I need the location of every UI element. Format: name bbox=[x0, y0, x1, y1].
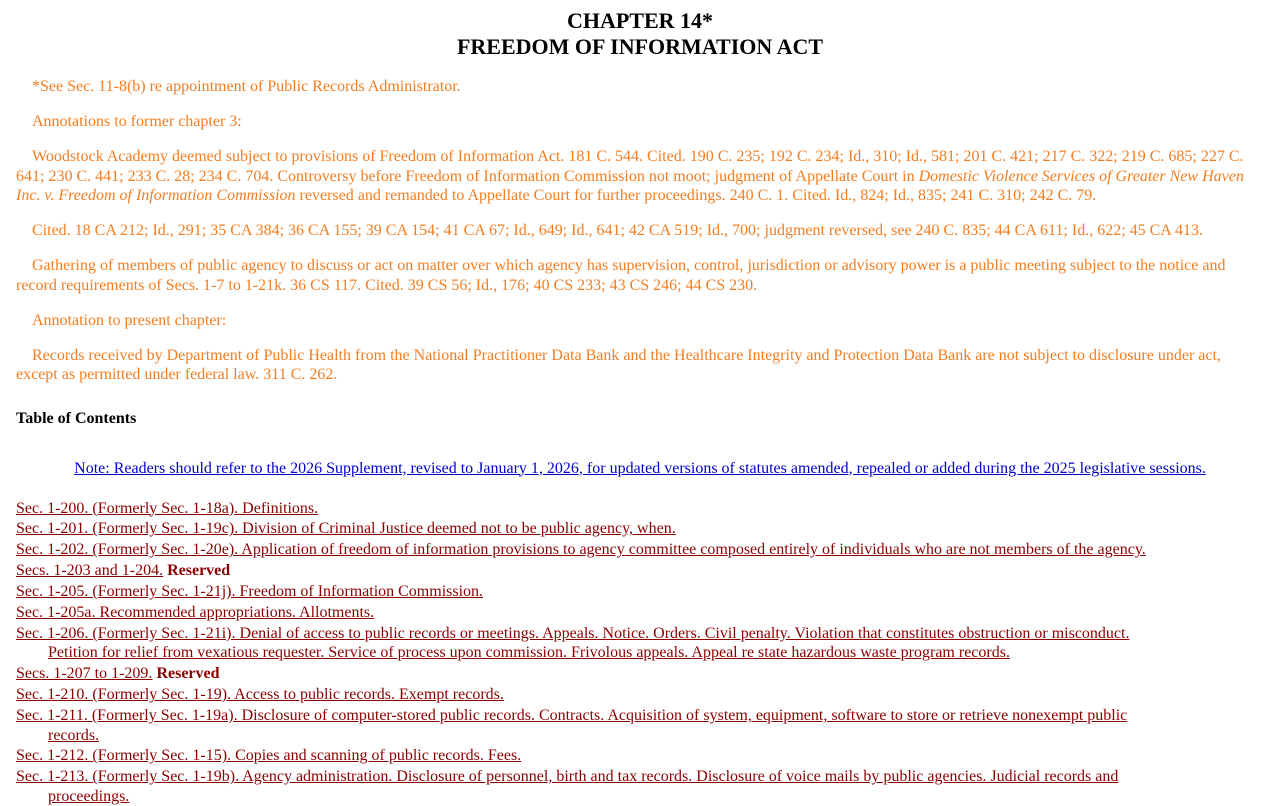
toc-item bbox=[16, 746, 1176, 766]
toc-item bbox=[16, 624, 1176, 663]
former-annotation-paragraph: Gathering of members of public agency to discuss or act on matter over which agency has supervision, control, jurisdiction or advisory power is a public meeting subject to the notice and record requirements of Secs. 1-7 to 1-21k. 36 CS 117. Cited. 39 CS 56; Id., 176; 40 CS 233; 43 CS 246; 44 CS 230. bbox=[16, 256, 1264, 295]
chapter-number: CHAPTER 14* bbox=[567, 8, 713, 33]
supplement-note-link[interactable]: Note: Readers should refer to the 2026 Supplement, revised to January 1, 2026, for updated versions of statutes amended, repealed or added during the 2025 legislative sessions. bbox=[74, 460, 1206, 477]
toc-link-sec-1-213[interactable]: Sec. 1-213. (Formerly Sec. 1-19b). Agency administration. Disclosure of personnel, birth and tax records. Disclosure of voice mails by public agencies. Judicial records and proceedings. bbox=[16, 768, 1118, 805]
case-name: Domestic Violence Services of Greater New Haven Inc. v. Freedom of Information Commission bbox=[16, 168, 1244, 205]
reserved-label: Reserved bbox=[167, 562, 230, 579]
toc-link-sec-1-202[interactable]: Sec. 1-202. (Formerly Sec. 1-20e). Application of freedom of information provisions to agency committee composed entirely of individuals who are not members of the agency. bbox=[16, 541, 1146, 558]
toc-link-secs-1-207-1-209[interactable]: Secs. 1-207 to 1-209. bbox=[16, 665, 152, 682]
toc-link-sec-1-200[interactable]: Sec. 1-200. (Formerly Sec. 1-18a). Definitions. bbox=[16, 500, 318, 517]
toc-link-sec-1-212[interactable]: Sec. 1-212. (Formerly Sec. 1-15). Copies and scanning of public records. Fees. bbox=[16, 747, 521, 764]
supplement-note bbox=[16, 459, 1264, 479]
reserved-label: Reserved bbox=[156, 665, 219, 682]
toc-item bbox=[16, 603, 1176, 623]
toc-item bbox=[16, 706, 1176, 745]
see-note: *See Sec. 11-8(b) re appointment of Public Records Administrator. bbox=[16, 77, 1264, 97]
toc-item bbox=[16, 519, 1176, 539]
toc-link-sec-1-205[interactable]: Sec. 1-205. (Formerly Sec. 1-21j). Freedom of Information Commission. bbox=[16, 583, 483, 600]
chapter-heading bbox=[16, 8, 1264, 60]
former-annotation-paragraph bbox=[16, 147, 1264, 206]
present-annotation-heading: Annotation to present chapter: bbox=[16, 311, 1264, 331]
toc-item bbox=[16, 685, 1176, 705]
toc-item bbox=[16, 561, 1176, 581]
annotation-text: reversed and remanded to Appellate Court for further proceedings. 240 C. 1. Cited. Id., 824; Id., 835; 241 C. 310; 242 C. 79. bbox=[296, 187, 1097, 204]
toc-item bbox=[16, 540, 1176, 560]
toc-link-sec-1-206[interactable]: Sec. 1-206. (Formerly Sec. 1-21i). Denial of access to public records or meetings. Appeals. Notice. Orders. Civil penalty. Violation that constitutes obstruction or misconduct. Petition for relief from vexatious requester. Service of process upon commission. Frivolous appeals. Appeal re state hazardous waste program records. bbox=[16, 625, 1129, 662]
toc-link-sec-1-211[interactable]: Sec. 1-211. (Formerly Sec. 1-19a). Disclosure of computer-stored public records. Contracts. Acquisition of system, equipment, software to store or retrieve nonexempt public records. bbox=[16, 707, 1127, 744]
former-annotation-paragraph: Cited. 18 CA 212; Id., 291; 35 CA 384; 36 CA 155; 39 CA 154; 41 CA 67; Id., 649; Id., 641; 42 CA 519; Id., 700; judgment reversed, see 240 C. 835; 44 CA 611; Id., 622; 45 CA 413. bbox=[16, 221, 1264, 241]
toc-item bbox=[16, 767, 1176, 806]
toc-item bbox=[16, 499, 1176, 519]
annotation-text: Woodstock Academy deemed subject to provisions of Freedom of Information Act. 181 C. 544. Cited. 190 C. 235; 192 C. 234; Id., 310; Id., 581; 201 C. 421; 217 C. 322; 219 C. 685; 227 C. 641; 230 C. 441; 233 C. 28; 234 C. 704. Controversy before Freedom of Information Commission not moot; judgment of Appellate Court in bbox=[16, 148, 1244, 185]
table-of-contents-list bbox=[16, 499, 1176, 806]
toc-link-secs-1-203-1-204[interactable]: Secs. 1-203 and 1-204. bbox=[16, 562, 163, 579]
toc-link-sec-1-210[interactable]: Sec. 1-210. (Formerly Sec. 1-19). Access to public records. Exempt records. bbox=[16, 686, 504, 703]
toc-item bbox=[16, 664, 1176, 684]
toc-link-sec-1-201[interactable]: Sec. 1-201. (Formerly Sec. 1-19c). Division of Criminal Justice deemed not to be public agency, when. bbox=[16, 520, 676, 537]
annotations-section bbox=[16, 77, 1264, 385]
toc-item bbox=[16, 582, 1176, 602]
present-annotation-paragraph: Records received by Department of Public Health from the National Practitioner Data Bank and the Healthcare Integrity and Protection Data Bank are not subject to disclosure under act, except as permitted under federal law. 311 C. 262. bbox=[16, 346, 1264, 385]
former-annotations-heading: Annotations to former chapter 3: bbox=[16, 112, 1264, 132]
table-of-contents-heading: Table of Contents bbox=[16, 409, 1264, 429]
chapter-title: FREEDOM OF INFORMATION ACT bbox=[457, 34, 823, 59]
toc-link-sec-1-205a[interactable]: Sec. 1-205a. Recommended appropriations. Allotments. bbox=[16, 604, 374, 621]
